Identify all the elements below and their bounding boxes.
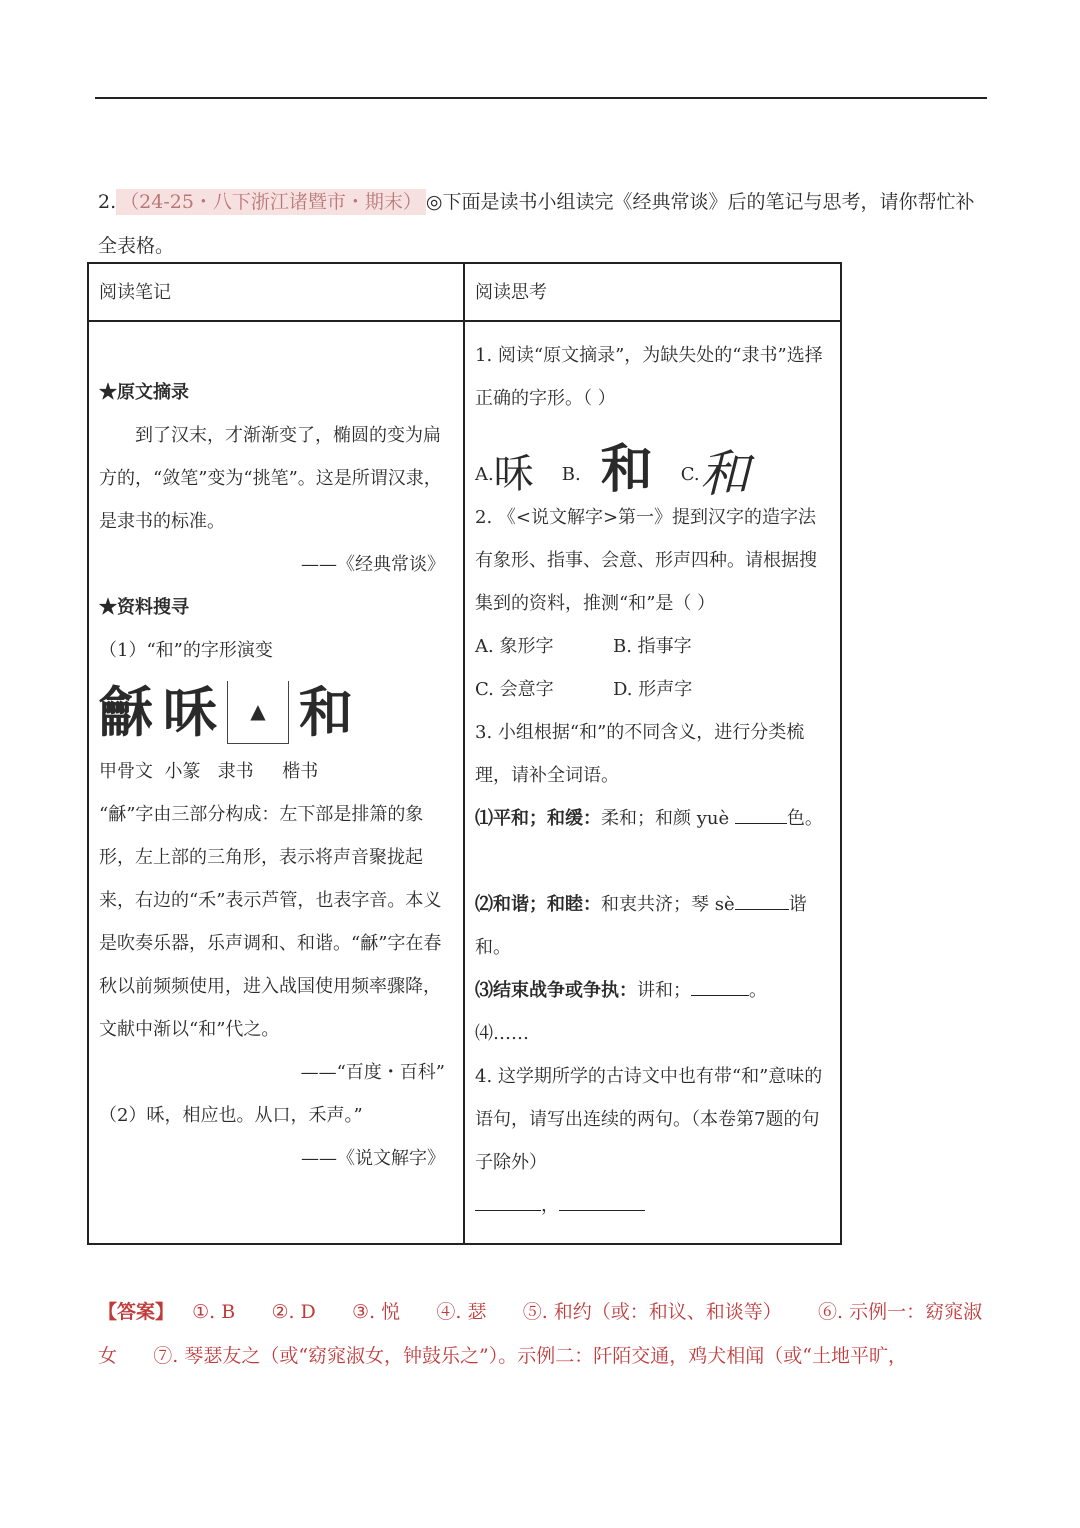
q2-option-c: C. 会意字 bbox=[475, 679, 554, 700]
regular-glyph: 和 bbox=[299, 680, 353, 744]
q4-blank-1 bbox=[475, 1190, 541, 1211]
q1-option-c-glyph: 和 bbox=[699, 445, 750, 503]
q3-item-3: ⑶结束战争或争执：讲和； 。 bbox=[475, 969, 831, 1012]
item1-text: “龢”字由三部分构成：左下部是排箫的象形，左上部的三角形，表示将声音聚拢起来，右边的“禾”表示芦管，也表字音。本义是吹奏乐器，乐声调和、和谐。“龢”字在春秋以前频频使用，进入战国使用频率骤降，文献中渐以“和”代之。 bbox=[99, 804, 442, 1040]
q2-option-b: B. 指事字 bbox=[613, 636, 692, 657]
oracle-glyph: 龢 bbox=[99, 680, 153, 744]
item1-source: ——“百度・百科” bbox=[300, 1062, 445, 1083]
q1-option-a: A. 咊 bbox=[475, 451, 534, 497]
question-1: 1. 阅读“原文摘录”，为缺失处的“隶书”选择正确的字形。（ ） bbox=[475, 345, 823, 409]
research-heading: ★资料搜寻 bbox=[99, 597, 189, 618]
question-2: 2. 《<说文解字>第一》提到汉字的造字法有象形、指事、会意、形声四种。请根据搜集到的资料，推测“和”是（ ） bbox=[475, 507, 817, 614]
item2-text: （2）咊，相应也。从口，禾声。” bbox=[99, 1105, 363, 1126]
item2-source: ——《说文解字》 bbox=[301, 1148, 445, 1169]
q2-options bbox=[475, 625, 831, 711]
q2-option-d: D. 形声字 bbox=[613, 679, 693, 700]
glyph-labels: 甲骨文 小篆 隶书 楷书 bbox=[99, 761, 319, 782]
q1-option-a-glyph: 咊 bbox=[493, 451, 534, 497]
q1-option-b: B. 和 bbox=[561, 439, 653, 500]
answer-section bbox=[98, 1290, 988, 1378]
header-row-divider bbox=[89, 320, 840, 322]
answer-label: 【答案】 bbox=[98, 1301, 175, 1323]
q3-item-4: ⑷…… bbox=[475, 1023, 529, 1044]
question-number: 2. bbox=[98, 191, 117, 213]
q3-item-2: ⑵和谐；和睦：和衷共济；琴 sè 谐和。 bbox=[475, 883, 831, 969]
question-prompt: ◎下面是读书小组读完《经典常谈》后的笔记与思考，请你帮忙补全表格。 bbox=[98, 191, 975, 257]
answer-text: ①. B ②. D ③. 悦 ④. 瑟 ⑤. 和约（或：和议、和谈等） ⑥. 示例一：窈窕淑女 ⑦. 琴瑟友之（或“窈窕淑女，钟鼓乐之”）。示例二：阡陌交通，鸡犬相闻（或“土地平旷， bbox=[98, 1301, 983, 1367]
q2-option-a: A. 象形字 bbox=[475, 636, 554, 657]
glyph-evolution-row bbox=[99, 674, 445, 750]
q4-answer-line: ， bbox=[475, 1184, 831, 1227]
right-column-content bbox=[475, 334, 831, 1227]
right-column-header: 阅读思考 bbox=[475, 282, 547, 303]
source-tag: （24-25・八下浙江诸暨市・期末） bbox=[116, 189, 426, 215]
reading-notes-table bbox=[87, 262, 842, 1245]
column-divider bbox=[463, 264, 465, 1243]
left-column-content bbox=[99, 371, 445, 1180]
excerpt-heading: ★原文摘录 bbox=[99, 382, 189, 403]
clerical-glyph-blank: ▲ bbox=[227, 681, 289, 744]
question-intro bbox=[98, 180, 988, 268]
q4-blank-2 bbox=[559, 1190, 645, 1211]
header-rule bbox=[95, 97, 987, 99]
q3-item-1: ⑴平和；和缓：柔和；和颜 yuè 色。 bbox=[475, 797, 831, 840]
q1-option-c: C. 和 bbox=[680, 445, 750, 503]
q1-options bbox=[475, 420, 831, 503]
q3-blank-2 bbox=[735, 889, 789, 910]
q3-blank-1 bbox=[735, 803, 787, 824]
question-3: 3. 小组根据“和”的不同含义，进行分类梳理，请补全词语。 bbox=[475, 722, 805, 786]
q1-option-b-glyph: 和 bbox=[600, 439, 653, 500]
question-4: 4. 这学期所学的古诗文中也有带“和”意味的语句，请写出连续的两句。（本卷第7题的句子除外） bbox=[475, 1066, 823, 1173]
excerpt-source: ——《经典常谈》 bbox=[301, 554, 445, 575]
seal-glyph: 咊 bbox=[163, 680, 217, 744]
left-column-header: 阅读笔记 bbox=[99, 282, 171, 303]
excerpt-text: 到了汉末，才渐渐变了，椭圆的变为扁方的，“敛笔”变为“挑笔”。这是所谓汉隶，是隶书的标准。 bbox=[99, 425, 442, 532]
q3-blank-3 bbox=[691, 975, 749, 996]
item1-title: （1）“和”的字形演变 bbox=[99, 640, 273, 661]
